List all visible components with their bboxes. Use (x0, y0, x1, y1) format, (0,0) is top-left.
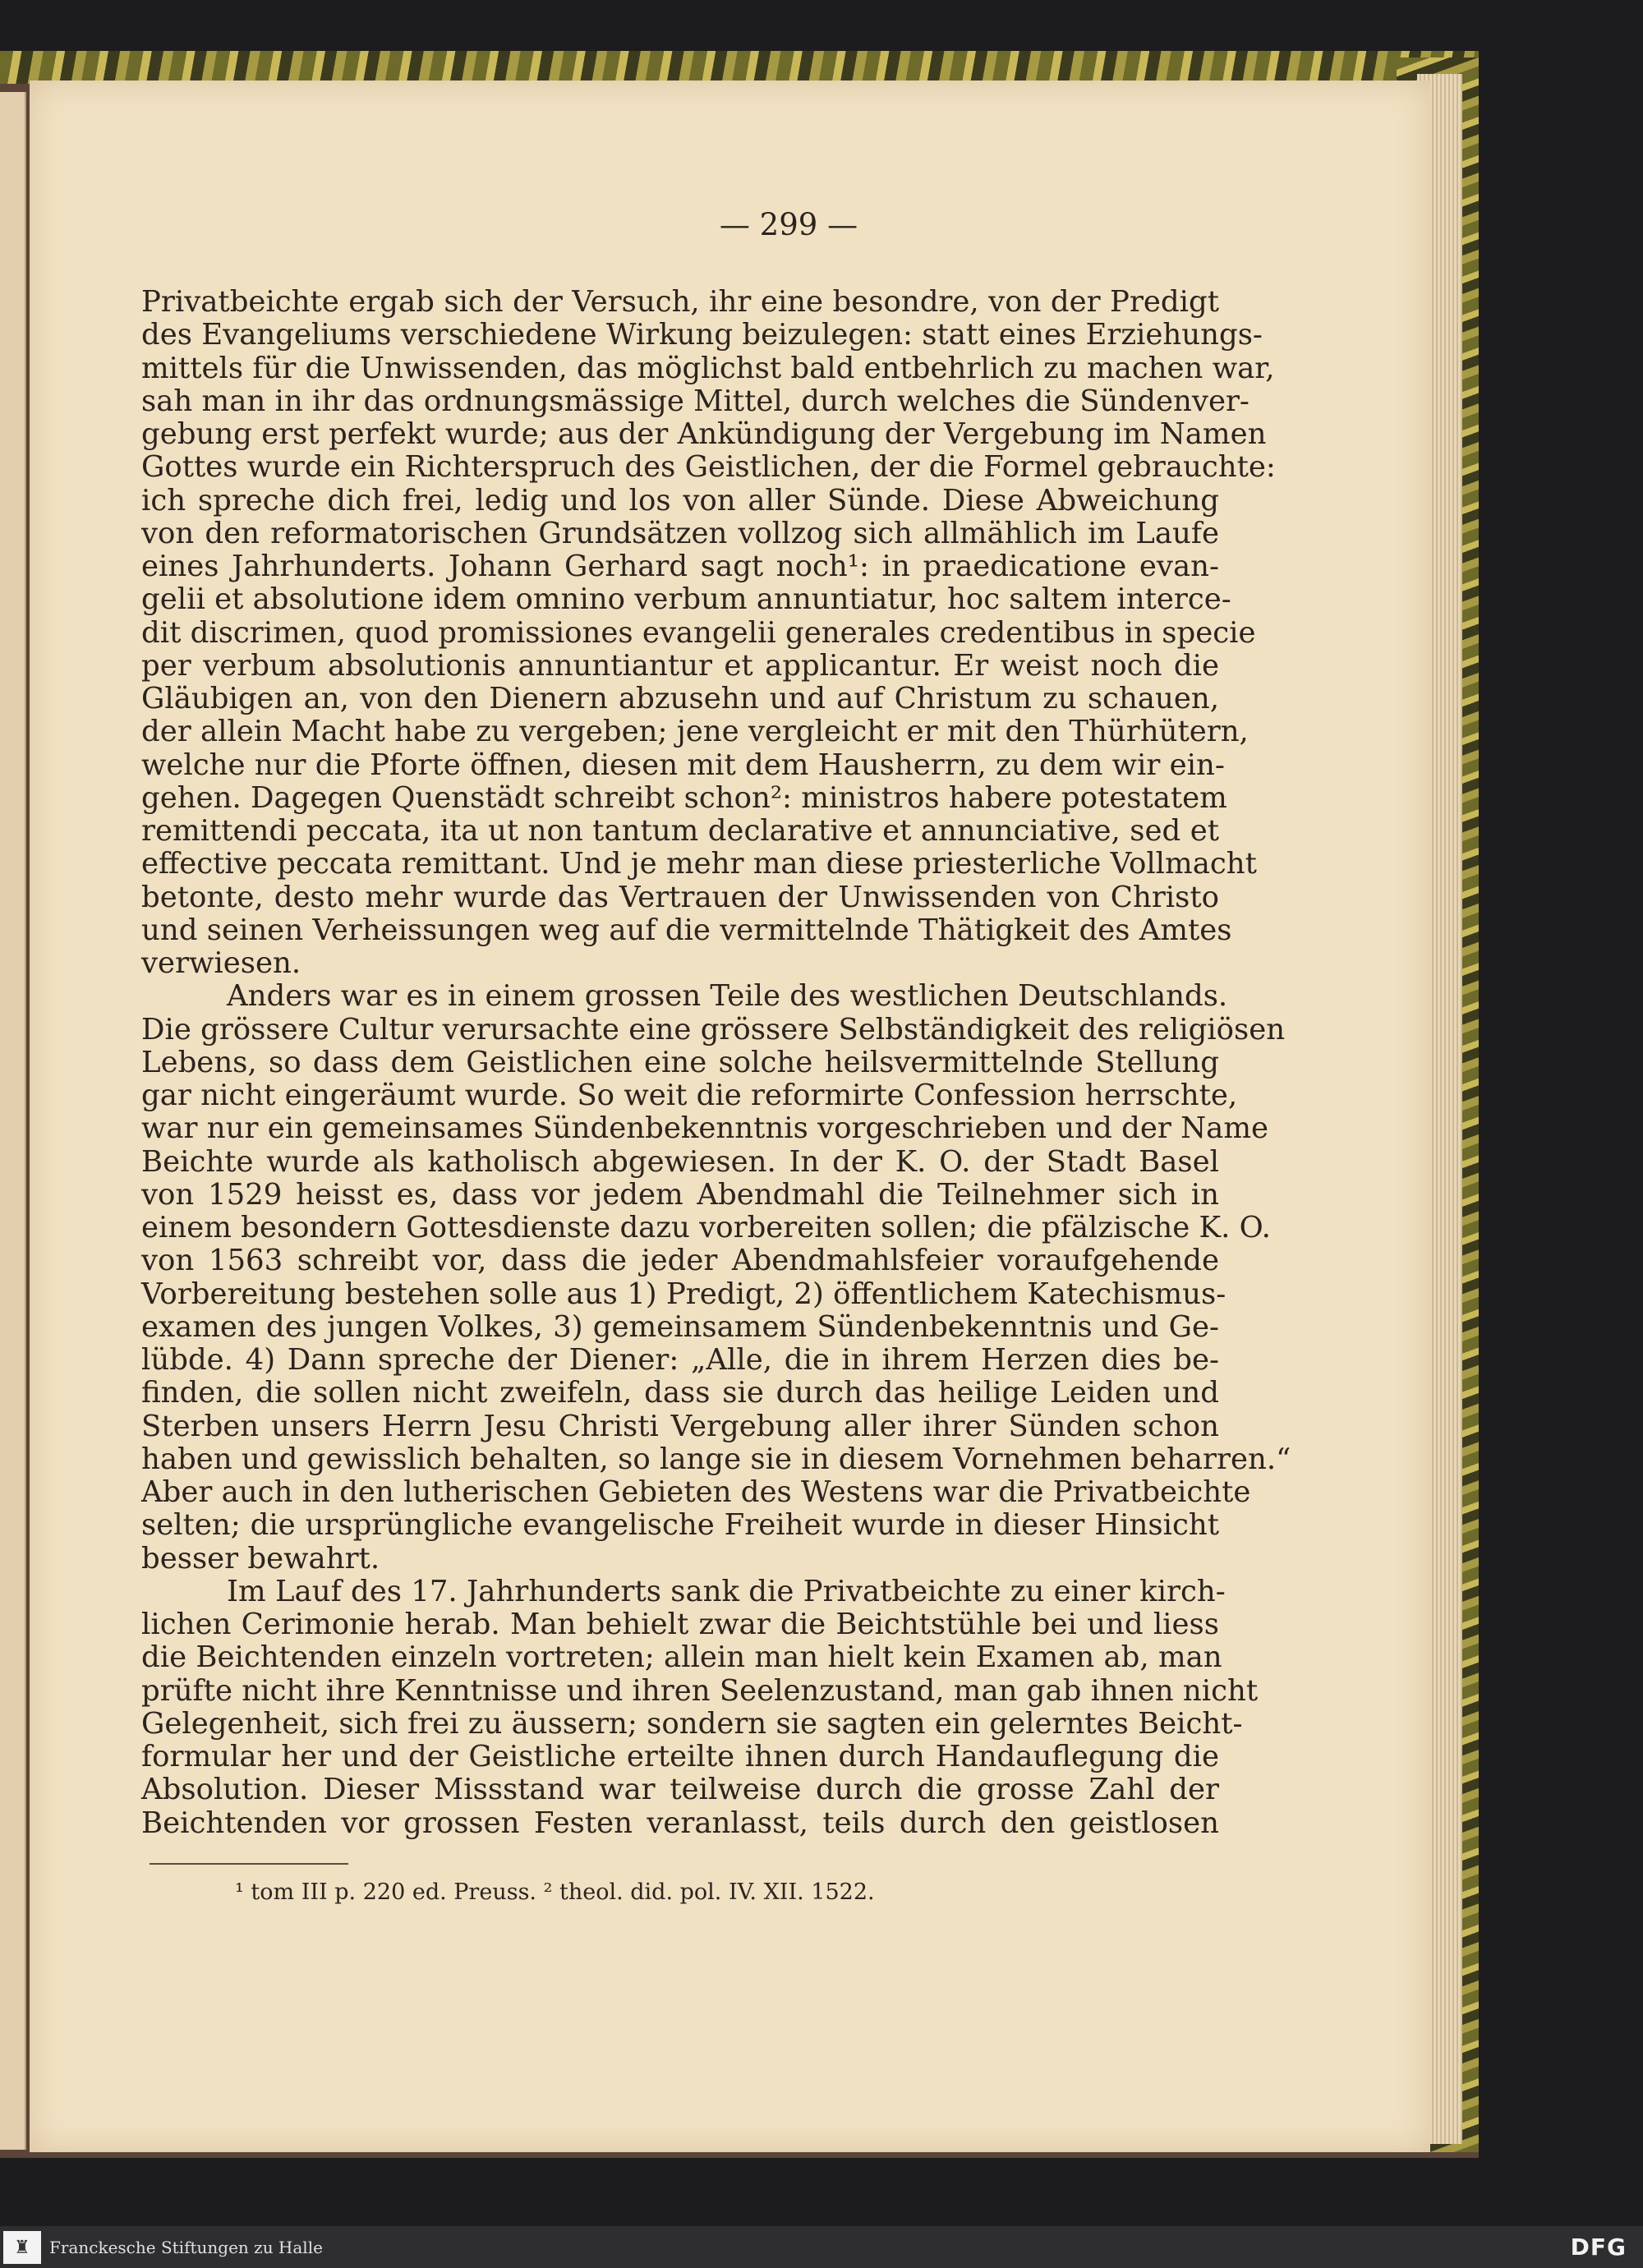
text-line: die Beichtenden einzeln vortreten; allein man hielt kein Examen ab, man (141, 1640, 1222, 1675)
text-line: Gelegenheit, sich frei zu äussern; sondern sie sagten ein gelerntes Beicht- (141, 1706, 1243, 1741)
text-line: von 1529 heisst es, dass vor jedem Abendmahl die Teilnehmer sich in (141, 1177, 1219, 1212)
text-line: und seinen Verheissungen weg auf die vermittelnde Thätigkeit des Amtes (141, 913, 1232, 947)
text-line: lübde. 4) Dann spreche der Diener: „Alle, die in ihrem Herzen dies be- (141, 1343, 1219, 1377)
text-line: examen des jungen Volkes, 3) gemeinsamem Sündenbekenntnis und Ge- (141, 1309, 1219, 1344)
text-line: ich spreche dich frei, ledig und los von aller Sünde. Diese Abweichung (141, 483, 1219, 518)
text-line: remittendi peccata, ita ut non tantum declarative et annunciative, sed et (141, 814, 1219, 848)
text-line: mittels für die Unwissenden, das möglichst bald entbehrlich zu machen war, (141, 351, 1275, 385)
text-line: von den reformatorischen Grundsätzen vollzog sich allmählich im Laufe (141, 516, 1219, 550)
text-line: finden, die sollen nicht zweifeln, dass sie durch das heilige Leiden und (141, 1376, 1219, 1410)
text-line: einem besondern Gottesdienste dazu vorbereiten sollen; die pfälzische K. O. (141, 1211, 1271, 1244)
text-line: gar nicht eingeräumt wurde. So weit die reformirte Confession herrschte, (141, 1079, 1238, 1112)
text-line: eines Jahrhunderts. Johann Gerhard sagt noch¹: in praedicatione evan- (141, 550, 1219, 583)
text-line: Anders war es in einem grossen Teile des westlichen Deutschlands. (227, 979, 1228, 1014)
text-line: gebung erst perfekt wurde; aus der Ankündigung der Vergebung im Namen (141, 417, 1267, 451)
text-line: Beichte wurde als katholisch abgewiesen. In der K. O. der Stadt Basel (141, 1144, 1219, 1179)
text-line: Im Lauf des 17. Jahrhunderts sank die Privatbeichte zu einer kirch- (227, 1574, 1226, 1608)
text-line: prüfte nicht ihre Kenntnisse und ihren Seelenzustand, man gab ihnen nicht (141, 1673, 1259, 1708)
text-line: war nur ein gemeinsames Sündenbekenntnis vorgeschrieben und der Name (141, 1111, 1269, 1146)
text-line: verwiesen. (141, 946, 301, 980)
text-line: Sterben unsers Herrn Jesu Christi Vergebung aller ihrer Sünden schon (141, 1409, 1219, 1443)
footnote-divider (150, 1863, 348, 1865)
text-line: Vorbereitung bestehen solle aus 1) Predigt, 2) öffentlichem Katechismus- (141, 1277, 1226, 1311)
text-line: Absolution. Dieser Missstand war teilweise durch die grosse Zahl der (141, 1773, 1219, 1807)
text-line: formular her und der Geistliche erteilte ihnen durch Handauflegung die (141, 1740, 1219, 1773)
left-page-edge (0, 92, 26, 2150)
text-line: besser bewahrt. (141, 1541, 380, 1576)
dfg-logo: DFG (1570, 2233, 1627, 2261)
marbled-top-edge (0, 51, 1479, 84)
text-line: Gottes wurde ein Richterspruch des Geistlichen, der die Formel gebrauchte: (141, 450, 1276, 485)
text-line: per verbum absolutionis annuntiantur et applicantur. Er weist noch die (141, 648, 1219, 683)
text-line: lichen Cerimonie herab. Man behielt zwar die Beichtstühle bei und liess (141, 1608, 1219, 1641)
body-text (141, 285, 1291, 1840)
text-line: des Evangeliums verschiedene Wirkung beizulegen: statt eines Erziehungs- (141, 318, 1263, 352)
text-line: dit discrimen, quod promissiones evangelii generales credentibus in specie (141, 615, 1256, 650)
text-line: Privatbeichte ergab sich der Versuch, ihr eine besondre, von der Predigt (141, 285, 1219, 319)
text-line: selten; die ursprüngliche evangelische Freiheit wurde in dieser Hinsicht (141, 1508, 1219, 1543)
text-line: sah man in ihr das ordnungsmässige Mittel, durch welches die Sündenver- (141, 384, 1250, 418)
text-line: Aber auch in den lutherischen Gebieten des Westens war die Privatbeichte (141, 1475, 1251, 1509)
text-line: gelii et absolutione idem omnino verbum annuntiatur, hoc saltem interce- (141, 582, 1231, 617)
text-line: von 1563 schreibt vor, dass die jeder Abendmahlsfeier voraufgehende (141, 1244, 1219, 1278)
text-line: haben und gewisslich behalten, so lange sie in diesem Vornehmen beharren.“ (141, 1442, 1291, 1476)
text-line: welche nur die Pforte öffnen, diesen mit dem Hausherrn, zu dem wir ein- (141, 748, 1225, 782)
text-line: Gläubigen an, von den Dienern abzusehn und auf Christum zu schauen, (141, 682, 1219, 715)
text-line: effective peccata remittant. Und je mehr man diese priesterliche Vollmacht (141, 847, 1257, 881)
institution-name: Franckesche Stiftungen zu Halle (49, 2238, 323, 2257)
institution-logo-icon: ♜ (3, 2231, 41, 2264)
text-line: der allein Macht habe zu vergeben; jene vergleicht er mit den Thürhütern, (141, 715, 1249, 749)
text-line: betonte, desto mehr wurde das Vertrauen der Unwissenden von Christo (141, 880, 1219, 914)
text-line: Die grössere Cultur verursachte eine grössere Selbständigkeit des religiösen (141, 1012, 1286, 1047)
text-line: Lebens, so dass dem Geistlichen eine solche heilsvermittelnde Stellung (141, 1045, 1219, 1079)
page-number: — 299 — (719, 207, 858, 242)
text-line: gehen. Dagegen Quenstädt schreibt schon²: ministros habere potestatem (141, 780, 1227, 815)
text-line: Beichtenden vor grossen Festen veranlasst, teils durch den geistlosen (141, 1806, 1219, 1840)
footnotes: ¹ tom III p. 220 ed. Preuss. ² theol. did. pol. IV. XII. 1522. (235, 1879, 875, 1905)
